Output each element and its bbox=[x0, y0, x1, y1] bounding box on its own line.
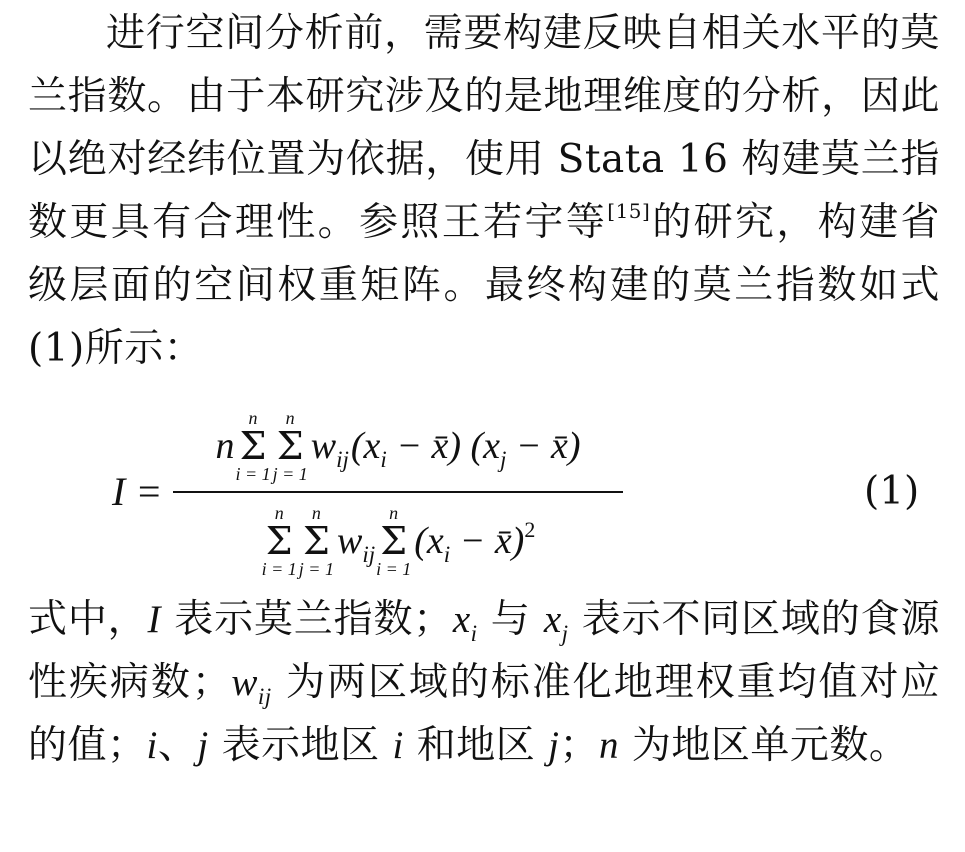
defs-text: 与 bbox=[477, 597, 544, 642]
denominator-term bbox=[414, 517, 536, 567]
sigma-symbol: Σ bbox=[276, 424, 304, 468]
sum-lower: j = 1 bbox=[298, 559, 334, 579]
var-i: i bbox=[392, 724, 404, 767]
var-symbol: w bbox=[231, 661, 258, 704]
sum-upper: n bbox=[311, 503, 321, 523]
formula-numerator bbox=[173, 404, 623, 488]
citation-ref: [15] bbox=[607, 199, 651, 223]
sigma-symbol: Σ bbox=[265, 519, 293, 563]
term-open: (x bbox=[414, 520, 444, 562]
sum-upper: n bbox=[248, 408, 258, 428]
denominator-sum-i2 bbox=[376, 503, 411, 579]
defs-text: 表示莫兰指数； bbox=[161, 597, 453, 642]
var-I: I bbox=[147, 598, 162, 641]
formula-lhs: I = bbox=[112, 469, 163, 514]
term-power: 2 bbox=[524, 517, 536, 542]
var-j: j bbox=[197, 724, 209, 767]
var-j: j bbox=[548, 724, 560, 767]
var-subscript: ij bbox=[257, 684, 272, 709]
moran-formula bbox=[0, 402, 965, 588]
intro-text-2: 的研究，构建省级层面的空间权重矩阵。最终构建的莫兰指数如式(1)所示： bbox=[28, 200, 940, 371]
defs-text: 表示地区 bbox=[208, 723, 393, 768]
intro-paragraph bbox=[28, 2, 940, 380]
weight-subscript: ij bbox=[362, 542, 376, 567]
term-sub-i: i bbox=[380, 447, 387, 472]
weight-symbol: w bbox=[310, 425, 337, 467]
definitions-paragraph bbox=[28, 588, 940, 777]
sigma-symbol: Σ bbox=[302, 519, 330, 563]
sum-lower: j = 1 bbox=[272, 464, 308, 484]
var-subscript: j bbox=[561, 621, 569, 646]
defs-text: 和地区 bbox=[403, 723, 549, 768]
weight-subscript: ij bbox=[336, 447, 349, 472]
var-subscript: i bbox=[470, 621, 478, 646]
var-n: n bbox=[599, 724, 620, 767]
defs-text: 为两区域的标准化地理权重均值对应的值； bbox=[28, 660, 940, 768]
numerator-weight bbox=[310, 424, 349, 472]
var-x-i bbox=[452, 598, 478, 646]
sum-lower: i = 1 bbox=[235, 464, 271, 484]
var-i: i bbox=[146, 724, 158, 767]
fraction-bar bbox=[173, 491, 623, 493]
var-w-ij bbox=[231, 661, 272, 709]
numerator-sum-j bbox=[273, 408, 308, 484]
var-symbol: x bbox=[543, 598, 562, 641]
numerator-lead: n bbox=[215, 425, 235, 467]
defs-text: 、 bbox=[157, 723, 198, 768]
weight-symbol: w bbox=[336, 520, 363, 562]
term-middle: − x̄) (x bbox=[386, 425, 500, 467]
sigma-symbol: Σ bbox=[380, 519, 408, 563]
equation-number: (1) bbox=[864, 469, 920, 514]
var-symbol: x bbox=[452, 598, 471, 641]
term-sub-j: j bbox=[500, 447, 507, 472]
sigma-symbol: Σ bbox=[239, 424, 267, 468]
denominator-sum-i bbox=[262, 503, 297, 579]
sum-upper: n bbox=[274, 503, 284, 523]
denominator-weight bbox=[336, 519, 376, 567]
numerator-term bbox=[350, 424, 581, 472]
defs-text: 为地区单元数。 bbox=[619, 723, 909, 768]
defs-text: 式中， bbox=[28, 597, 148, 642]
var-x-j bbox=[543, 598, 569, 646]
term-open: (x bbox=[350, 425, 381, 467]
denominator-sum-j bbox=[299, 503, 334, 579]
sum-lower: i = 1 bbox=[376, 559, 412, 579]
defs-text: 表示不同区域的食源性疾病数； bbox=[28, 597, 940, 705]
defs-text: ； bbox=[559, 723, 600, 768]
formula-denominator bbox=[173, 497, 623, 585]
sum-upper: n bbox=[389, 503, 399, 523]
term-sub-i: i bbox=[443, 542, 451, 567]
sum-upper: n bbox=[285, 408, 295, 428]
term-close: − x̄) bbox=[506, 425, 581, 467]
term-close: − x̄) bbox=[450, 520, 525, 562]
intro-text-1: 进行空间分析前，需要构建反映自相关水平的莫兰指数。由于本研究涉及的是地理维度的分析，因此以绝对经纬位置为依据，使用 Stata 16 构建莫兰指数更具有合理性。参照王若宇等 bbox=[28, 11, 940, 245]
numerator-sum-i bbox=[235, 408, 270, 484]
sum-lower: i = 1 bbox=[261, 559, 297, 579]
